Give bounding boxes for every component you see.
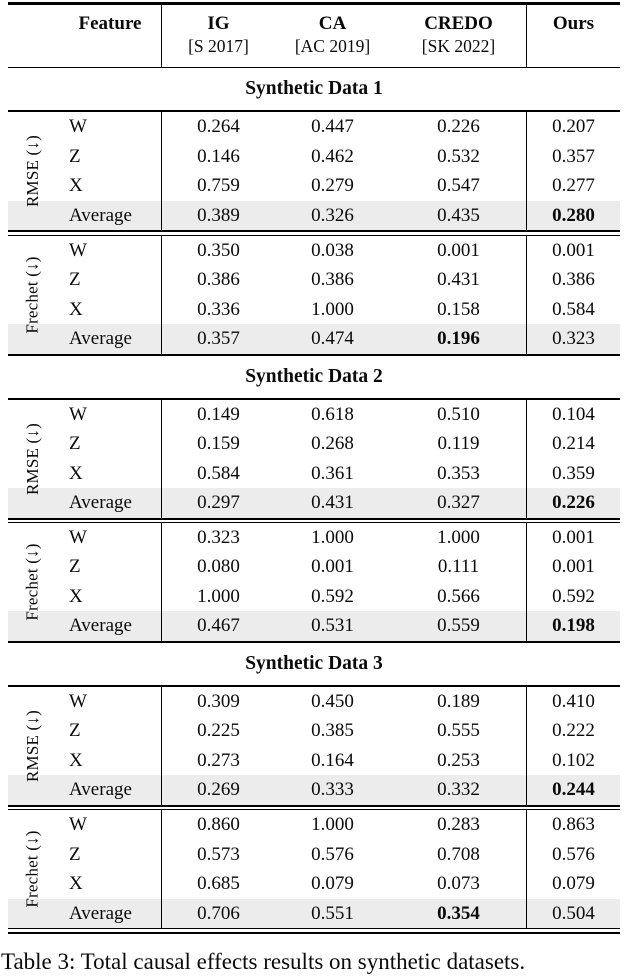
value-cell: 0.080 (197, 556, 240, 578)
table-row (8, 687, 620, 717)
table-row (8, 429, 620, 459)
value-cell: 0.104 (552, 403, 595, 425)
value-cell: 0.467 (197, 615, 240, 637)
value-cell: 0.618 (311, 403, 354, 425)
vertical-rule (526, 5, 527, 67)
metric-label: RMSE (↓) (23, 422, 42, 495)
table-row (8, 716, 620, 746)
table-row (8, 236, 620, 266)
value-cell: 0.333 (311, 779, 354, 801)
metric-block-rmse (8, 112, 620, 230)
feature-cell: X (69, 175, 83, 197)
metric-label: RMSE (↓) (23, 135, 42, 208)
value-cell: 0.001 (311, 556, 354, 578)
value-cell: 0.102 (552, 749, 595, 771)
value-cell: 0.323 (197, 526, 240, 548)
value-cell: 0.277 (552, 175, 595, 197)
best-value-cell: 0.196 (437, 328, 480, 350)
value-cell: 0.297 (197, 492, 240, 514)
best-value-cell: 0.198 (552, 615, 595, 637)
average-row (8, 324, 620, 354)
feature-cell: Average (69, 492, 132, 514)
value-cell: 0.531 (311, 615, 354, 637)
table-row (8, 746, 620, 776)
table-row (8, 112, 620, 142)
value-cell: 0.410 (552, 690, 595, 712)
metric-label: Frechet (↓) (23, 543, 42, 621)
value-cell: 0.510 (437, 403, 480, 425)
value-cell: 0.214 (552, 433, 595, 455)
method-header-ca (275, 13, 390, 57)
value-cell: 0.547 (437, 175, 480, 197)
vertical-rule (526, 810, 527, 928)
value-cell: 0.189 (437, 690, 480, 712)
value-cell: 0.385 (311, 720, 354, 742)
value-cell: 0.158 (437, 298, 480, 320)
metric-block-rmse (8, 400, 620, 518)
value-cell: 0.447 (311, 116, 354, 138)
metric-label-rotated (8, 687, 58, 805)
value-cell: 0.386 (552, 269, 595, 291)
method-header-ig (162, 13, 275, 57)
table-row (8, 869, 620, 899)
feature-cell: Average (69, 902, 132, 924)
value-cell: 0.350 (197, 239, 240, 261)
value-cell: 0.073 (437, 873, 480, 895)
value-cell: 0.706 (197, 902, 240, 924)
value-cell: 1.000 (197, 585, 240, 607)
vertical-rule (161, 687, 162, 805)
value-cell: 0.111 (437, 556, 480, 578)
value-cell: 0.532 (437, 145, 480, 167)
value-cell: 0.001 (437, 239, 480, 261)
value-cell: 0.361 (311, 462, 354, 484)
vertical-rule (526, 112, 527, 230)
value-cell: 0.264 (197, 116, 240, 138)
table-row (8, 142, 620, 172)
value-cell: 0.038 (311, 239, 354, 261)
vertical-rule (526, 687, 527, 805)
table-caption: Table 3: Total causal effects results on synthetic datasets. (1, 948, 526, 974)
bottom-rule (8, 928, 620, 933)
method-ref: [S 2017] (188, 35, 249, 56)
metric-label-rotated (8, 810, 58, 928)
value-cell: 0.592 (552, 585, 595, 607)
value-cell: 0.268 (311, 433, 354, 455)
value-cell: 0.584 (197, 462, 240, 484)
table-row (8, 171, 620, 201)
table-row (8, 295, 620, 325)
value-cell: 0.279 (311, 175, 354, 197)
value-cell: 0.283 (437, 814, 480, 836)
value-cell: 0.431 (311, 492, 354, 514)
value-cell: 0.323 (552, 328, 595, 350)
value-cell: 0.389 (197, 204, 240, 226)
feature-cell: W (69, 814, 87, 836)
vertical-rule (161, 810, 162, 928)
vertical-rule (161, 5, 162, 67)
average-row (8, 488, 620, 518)
feature-cell: Z (69, 269, 81, 291)
value-cell: 0.164 (311, 749, 354, 771)
feature-cell: X (69, 873, 83, 895)
feature-cell: W (69, 526, 87, 548)
value-cell: 0.326 (311, 204, 354, 226)
metric-label: RMSE (↓) (23, 709, 42, 782)
value-cell: 0.222 (552, 720, 595, 742)
table-row (8, 552, 620, 582)
metric-label: Frechet (↓) (23, 830, 42, 908)
method-name: CA (318, 12, 347, 34)
value-cell: 0.759 (197, 175, 240, 197)
feature-cell: X (69, 462, 83, 484)
table-row (8, 582, 620, 612)
value-cell: 0.708 (437, 843, 480, 865)
method-name: IG (207, 12, 230, 34)
feature-cell: Z (69, 556, 81, 578)
vertical-rule (526, 523, 527, 641)
table-row (8, 459, 620, 489)
feature-column-header: Feature (78, 12, 142, 34)
value-cell: 0.860 (197, 814, 240, 836)
method-name: CREDO (424, 12, 493, 34)
feature-cell: Z (69, 720, 81, 742)
feature-cell: X (69, 585, 83, 607)
section-title-synthetic-data-2: Synthetic Data 2 (245, 365, 383, 387)
value-cell: 0.576 (311, 843, 354, 865)
vertical-rule (526, 400, 527, 518)
best-value-cell: 0.354 (437, 902, 480, 924)
value-cell: 0.159 (197, 433, 240, 455)
average-row (8, 611, 620, 641)
value-cell: 0.863 (552, 814, 595, 836)
value-cell: 0.555 (437, 720, 480, 742)
value-cell: 0.685 (197, 873, 240, 895)
best-value-cell: 0.280 (552, 204, 595, 226)
method-name: Ours (552, 12, 595, 34)
value-cell: 0.119 (437, 433, 480, 455)
metric-block-frechet (8, 236, 620, 354)
results-table (8, 0, 620, 934)
metric-label-rotated (8, 236, 58, 354)
value-cell: 0.504 (552, 902, 595, 924)
value-cell: 0.253 (437, 749, 480, 771)
feature-cell: Average (69, 204, 132, 226)
value-cell: 0.327 (437, 492, 480, 514)
feature-cell: W (69, 403, 87, 425)
method-header-credo (390, 13, 527, 57)
average-row (8, 201, 620, 231)
value-cell: 0.474 (311, 328, 354, 350)
vertical-rule (526, 236, 527, 354)
value-cell: 0.431 (437, 269, 480, 291)
value-cell: 0.359 (552, 462, 595, 484)
value-cell: 0.079 (311, 873, 354, 895)
value-cell: 0.435 (437, 204, 480, 226)
value-cell: 0.357 (552, 145, 595, 167)
metric-block-rmse (8, 687, 620, 805)
value-cell: 0.309 (197, 690, 240, 712)
value-cell: 0.559 (437, 615, 480, 637)
table-header (8, 5, 620, 67)
value-cell: 0.584 (552, 298, 595, 320)
value-cell: 0.462 (311, 145, 354, 167)
table-row (8, 400, 620, 430)
table-row (8, 840, 620, 870)
value-cell: 0.146 (197, 145, 240, 167)
value-cell: 0.269 (197, 779, 240, 801)
table-row (8, 810, 620, 840)
method-ref: [SK 2022] (421, 35, 496, 56)
value-cell: 0.001 (552, 556, 595, 578)
feature-cell: Z (69, 433, 81, 455)
average-row (8, 899, 620, 929)
vertical-rule (161, 236, 162, 354)
value-cell: 0.001 (552, 526, 595, 548)
value-cell: 0.450 (311, 690, 354, 712)
vertical-rule (161, 523, 162, 641)
metric-label-rotated (8, 523, 58, 641)
value-cell: 0.225 (197, 720, 240, 742)
feature-cell: Average (69, 615, 132, 637)
feature-cell: Average (69, 328, 132, 350)
vertical-rule (161, 112, 162, 230)
feature-cell: Z (69, 843, 81, 865)
value-cell: 0.207 (552, 116, 595, 138)
value-cell: 0.386 (311, 269, 354, 291)
value-cell: 0.336 (197, 298, 240, 320)
value-cell: 0.592 (311, 585, 354, 607)
value-cell: 0.149 (197, 403, 240, 425)
value-cell: 0.566 (437, 585, 480, 607)
feature-cell: W (69, 690, 87, 712)
method-header-ours (527, 13, 620, 57)
value-cell: 1.000 (437, 526, 480, 548)
value-cell: 0.573 (197, 843, 240, 865)
value-cell: 0.386 (197, 269, 240, 291)
best-value-cell: 0.226 (552, 492, 595, 514)
method-ref: [AC 2019] (294, 35, 371, 56)
value-cell: 1.000 (311, 298, 354, 320)
metric-label-rotated (8, 112, 58, 230)
metric-label: Frechet (↓) (23, 256, 42, 334)
value-cell: 0.332 (437, 779, 480, 801)
feature-cell: W (69, 239, 87, 261)
section-title-synthetic-data-1: Synthetic Data 1 (245, 78, 383, 100)
value-cell: 0.226 (437, 116, 480, 138)
table-row (8, 265, 620, 295)
metric-block-frechet (8, 810, 620, 928)
feature-cell: X (69, 298, 83, 320)
section-title-synthetic-data-3: Synthetic Data 3 (245, 652, 383, 674)
feature-cell: Z (69, 145, 81, 167)
feature-cell: W (69, 116, 87, 138)
feature-cell: Average (69, 779, 132, 801)
value-cell: 0.273 (197, 749, 240, 771)
value-cell: 1.000 (311, 814, 354, 836)
vertical-rule (161, 400, 162, 518)
value-cell: 1.000 (311, 526, 354, 548)
metric-block-frechet (8, 523, 620, 641)
metric-label-rotated (8, 400, 58, 518)
average-row (8, 775, 620, 805)
value-cell: 0.353 (437, 462, 480, 484)
value-cell: 0.576 (552, 843, 595, 865)
feature-cell: X (69, 749, 83, 771)
table-row (8, 523, 620, 553)
value-cell: 0.357 (197, 328, 240, 350)
best-value-cell: 0.244 (552, 779, 595, 801)
value-cell: 0.551 (311, 902, 354, 924)
value-cell: 0.001 (552, 239, 595, 261)
value-cell: 0.079 (552, 873, 595, 895)
